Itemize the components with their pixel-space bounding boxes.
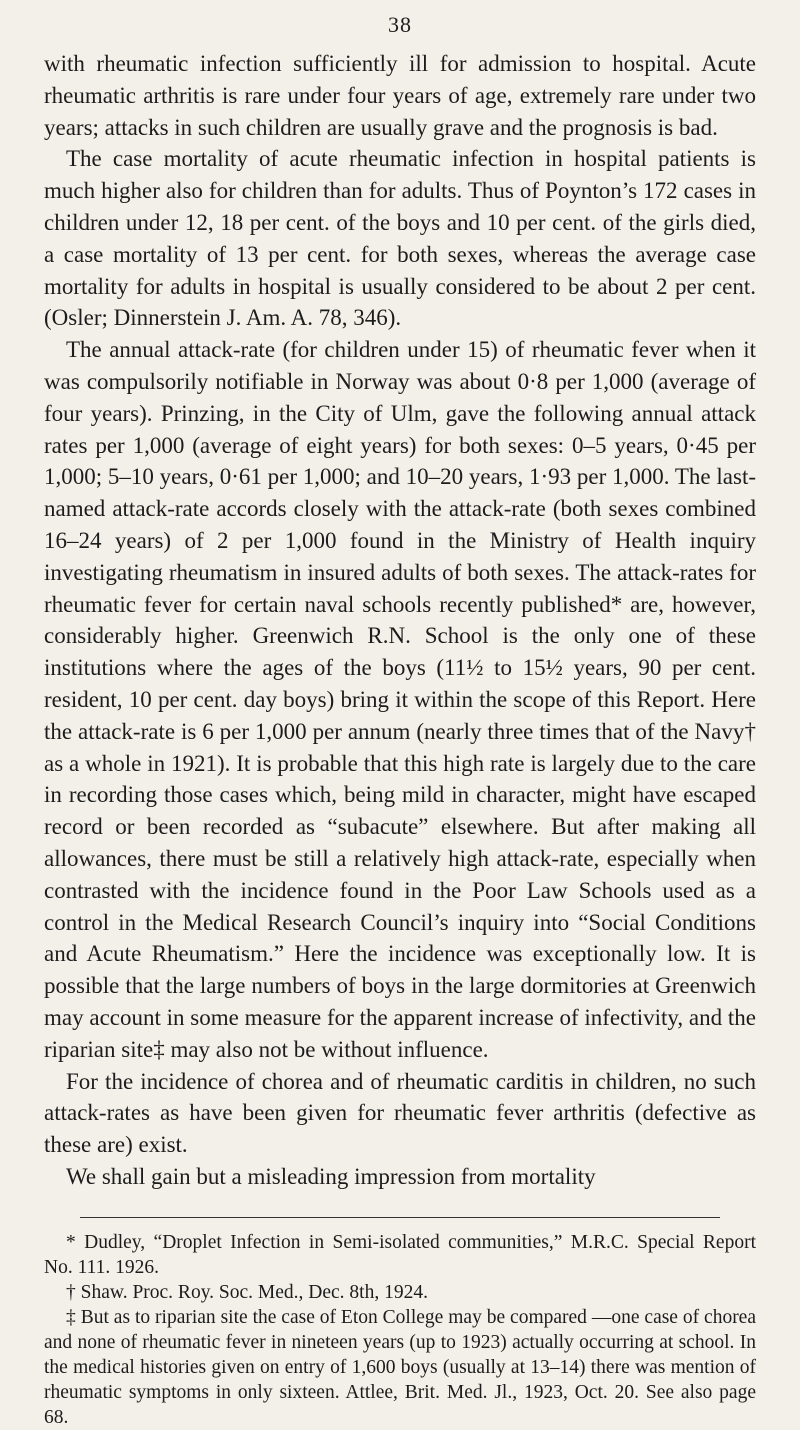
footnote-dudley: * Dudley, “Droplet Infection in Semi-isolated communities,” M.R.C. Special Report No. 111. 1926.: [44, 1231, 756, 1278]
paragraph-chorea-carditis: For the incidence of chorea and of rheumatic carditis in children, no such attack-rates as have been given for rheumatic fever arthritis (defective as these are) exist.: [44, 1068, 756, 1158]
footnote-shaw: † Shaw. Proc. Roy. Soc. Med., Dec. 8th, 1924.: [66, 1281, 428, 1303]
paragraph-case-mortality: The case mortality of acute rheumatic infection in hospital patients is much higher also for children than for adults. Thus of Poynton’s 172 cases in children under 12, 18 per cent. of the boys and 10 per cent. of the girls died, a case mortality of 13 per cent. for both sexes, whereas the average case mortality for adults in hospital is usually considered to be about 2 per cent. (Osler; Dinnerstein J. Am. A. 78, 346).: [44, 146, 756, 331]
footnote-eton: ‡ But as to riparian site the case of Eton College may be compared —one case of chorea and none of rheumatic fever in nineteen years (up to 1923) actually occurring at school. In the medical histories given on entry of 1,600 boys (usually at 13–14) there was mention of rheumatic symptoms in only sixteen. Attlee, Brit. Med. Jl., 1923, Oct. 20. See also page 68.: [44, 1306, 756, 1428]
body-text: [44, 48, 756, 1193]
page-content: [44, 48, 756, 1430]
paragraph-continuation: with rheumatic infection sufficiently ill for admission to hospital. Acute rheumatic arthritis is rare under four years of age, extremely rare under two years; attacks in such children are usually grave and the prognosis is bad.: [44, 51, 756, 140]
footnote-divider: [80, 1217, 720, 1218]
page-number: 38: [388, 12, 412, 37]
footnotes: [44, 1230, 756, 1430]
paragraph-attack-rate: The annual attack-rate (for children under 15) of rheumatic fever when it was compulsorily notifiable in Norway was about 0·8 per 1,000 (average of four years). Prinzing, in the City of Ulm, gave the following annual attack rates per 1,000 (average of eight years) for both sexes: 0–5 years, 0·45 per 1,000; 5–10 years, 0·61 per 1,000; and 10–20 years, 1·93 per 1,000. The last-named attack-rate accords closely with the attack-rate (both sexes combined 16–24 years) of 2 per 1,000 found in the Ministry of Health inquiry investigating rheumatism in insured adults of both sexes. The attack-rates for rheumatic fever for certain naval schools recently published* are, however, considerably higher. Greenwich R.N. School is the only one of these institutions where the ages of the boys (11½ to 15½ years, 90 per cent. resident, 10 per cent. day boys) bring it within the scope of this Report. Here the attack-rate is 6 per 1,000 per annum (nearly three times that of the Navy† as a whole in 1921). It is probable that this high rate is largely due to the care in recording those cases which, being mild in character, might have escaped record or been recorded as “subacute” elsewhere. But after making all allowances, there must be still a relatively high attack-rate, especially when contrasted with the incidence found in the Poor Law Schools used as a control in the Medical Research Council’s inquiry into “Social Conditions and Acute Rheumatism.” Here the incidence was exceptionally low. It is possible that the large numbers of boys in the large dormitories at Greenwich may account in some measure for the apparent increase of infectivity, and the riparian site‡ may also not be without influence.: [44, 337, 756, 1062]
paragraph-mortality: We shall gain but a misleading impression from mortality: [66, 1163, 596, 1189]
